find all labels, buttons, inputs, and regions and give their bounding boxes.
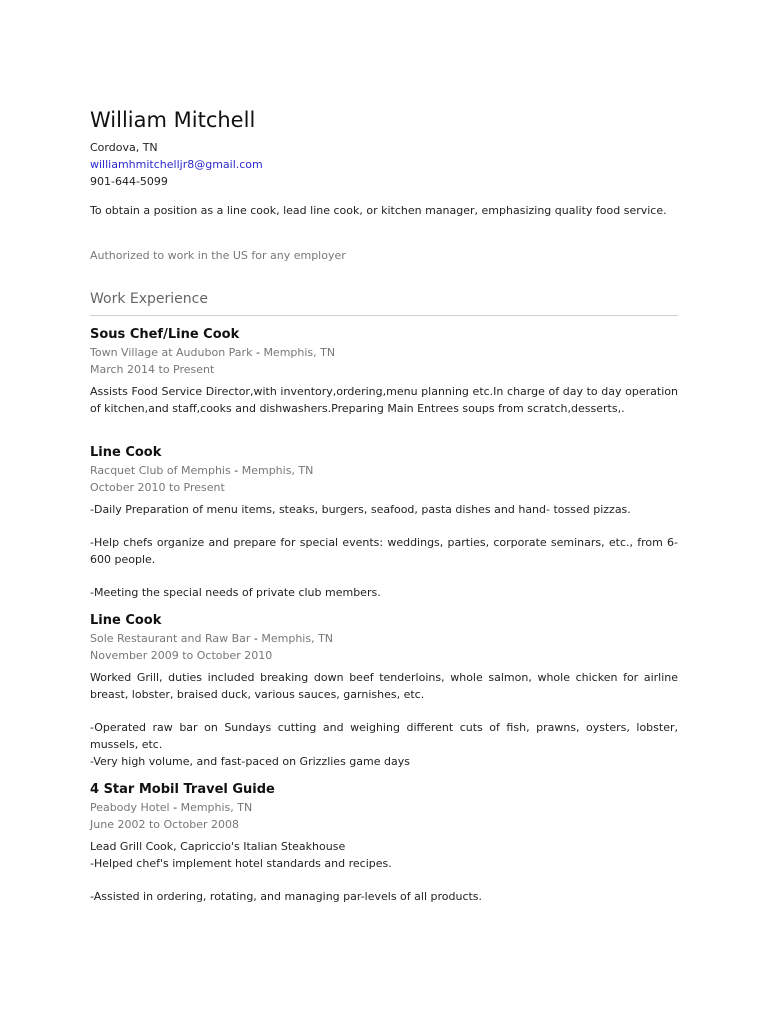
job-title: Line Cook	[90, 445, 162, 460]
job-separator: -	[253, 632, 258, 645]
work-authorization: Authorized to work in the US for any employer	[90, 249, 346, 262]
job-separator: -	[173, 801, 178, 814]
candidate-phone: 901-644-5099	[90, 175, 168, 188]
job-description-line: -Helped chef's implement hotel standards and recipes.	[90, 857, 392, 870]
job-company-name: Town Village at Audubon Park	[90, 346, 253, 359]
job-location: Memphis, TN	[241, 464, 314, 477]
job-description-line: -Meeting the special needs of private club members.	[90, 586, 381, 599]
job-description-line: -Daily Preparation of menu items, steaks, burgers, seafood, pasta dishes and hand- tossed pizzas.	[90, 503, 631, 516]
job-dates: March 2014 to Present	[90, 363, 215, 376]
job-description-line: Worked Grill, duties included breaking down beef tenderloins, whole salmon, whole chicken for airline breast, lobster, braised duck, various sauces, garnishes, etc.	[90, 671, 678, 701]
job-location: Memphis, TN	[261, 632, 334, 645]
objective-statement: To obtain a position as a line cook, lead line cook, or kitchen manager, emphasizing quality food service.	[90, 204, 667, 217]
candidate-location: Cordova, TN	[90, 141, 158, 154]
job-description	[90, 838, 678, 905]
candidate-name: William Mitchell	[90, 108, 256, 132]
job-description-line: Lead Grill Cook, Capriccio's Italian Steakhouse	[90, 840, 346, 853]
job-title: Line Cook	[90, 613, 162, 628]
job-company-name: Sole Restaurant and Raw Bar	[90, 632, 251, 645]
candidate-email-link[interactable]: williamhmitchelljr8@gmail.com	[90, 158, 263, 171]
job-employer	[90, 630, 678, 647]
job-description-line: Assists Food Service Director,with inventory,ordering,menu planning etc.In charge of day to day operation of kitchen,and staff,cooks and dishwashers.Preparing Main Entrees soups from scratch,desserts,.	[90, 385, 678, 415]
job-entry	[90, 444, 678, 601]
job-entry	[90, 612, 678, 770]
section-divider	[90, 315, 678, 316]
job-location: Memphis, TN	[180, 801, 253, 814]
job-entry	[90, 326, 678, 417]
job-dates: November 2009 to October 2010	[90, 649, 273, 662]
job-description-line: -Assisted in ordering, rotating, and managing par-levels of all products.	[90, 890, 483, 903]
job-description-line: -Operated raw bar on Sundays cutting and weighing different cuts of fish, prawns, oysters, lobster, mussels, etc.	[90, 721, 678, 751]
job-employer	[90, 799, 678, 816]
job-description	[90, 501, 678, 601]
job-employer	[90, 344, 678, 361]
job-company-name: Peabody Hotel	[90, 801, 170, 814]
job-location: Memphis, TN	[263, 346, 336, 359]
job-dates: June 2002 to October 2008	[90, 818, 239, 831]
job-separator: -	[234, 464, 239, 477]
job-separator: -	[255, 346, 260, 359]
job-description	[90, 383, 678, 417]
job-entry	[90, 781, 678, 905]
job-dates: October 2010 to Present	[90, 481, 225, 494]
job-title: Sous Chef/Line Cook	[90, 327, 240, 342]
job-employer	[90, 462, 678, 479]
section-title-work-experience: Work Experience	[90, 291, 208, 307]
job-description-line: -Very high volume, and fast-paced on Grizzlies game days	[90, 755, 410, 768]
job-company-name: Racquet Club of Memphis	[90, 464, 231, 477]
job-title: 4 Star Mobil Travel Guide	[90, 782, 275, 797]
job-description-line: -Help chefs organize and prepare for special events: weddings, parties, corporate seminars, etc., from 6-600 people.	[90, 536, 678, 566]
job-description	[90, 669, 678, 770]
